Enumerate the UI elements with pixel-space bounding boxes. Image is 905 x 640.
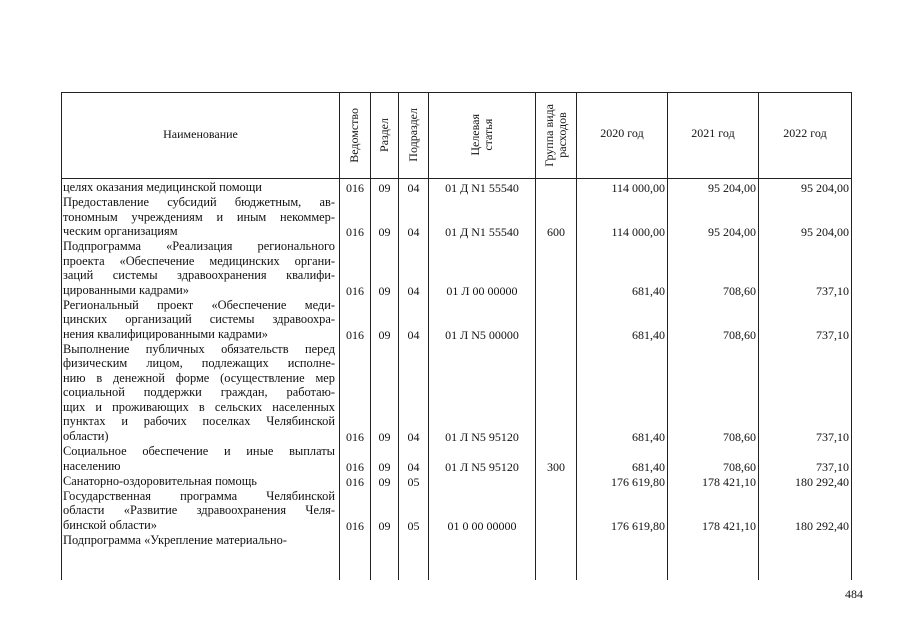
header-celevaya-statya [467, 95, 497, 175]
table-header-separator [61, 178, 852, 179]
row-name [63, 180, 335, 195]
cell-ved: 016 [346, 225, 364, 240]
row-name-line: цированными кадрами» [63, 282, 189, 297]
header-2021: 2021 год [691, 126, 735, 140]
cell-razd: 09 [378, 283, 391, 298]
cell-ved: 016 [346, 518, 364, 533]
row-name-line: ческим организациям [63, 224, 178, 239]
row-name-line: Региональный проект «Обеспечение меди- [63, 297, 335, 312]
row-name-line: физическим лицом, подлежащих исполне- [63, 356, 335, 371]
cell-razd: 09 [378, 518, 391, 533]
table-top-border [61, 92, 852, 93]
cell-podr: 04 [407, 459, 420, 474]
row-name [63, 342, 335, 444]
cell-podr: 05 [407, 474, 420, 489]
cell-v2022: 95 204,00 [801, 181, 849, 195]
header-razdel [375, 95, 393, 175]
cell-cs: 01 Д N1 55540 [445, 181, 519, 195]
cell-cs: 01 Л N5 95120 [445, 459, 519, 474]
row-name [63, 195, 335, 239]
cell-ved: 016 [346, 429, 364, 444]
cell-cs: 01 Д N1 55540 [445, 225, 519, 240]
cell-v2022: 180 292,40 [795, 518, 849, 533]
row-name-line: цинских организаций системы здравоохра- [63, 312, 335, 327]
row-name-line: области «Развитие здравоохранения Челя- [63, 503, 335, 518]
cell-cs: 01 Л 00 00000 [446, 283, 518, 298]
cell-v2022: 95 204,00 [801, 225, 849, 240]
cell-razd: 09 [378, 225, 391, 240]
cell-v2020: 114 000,00 [611, 225, 665, 240]
header-2022: 2022 год [783, 126, 827, 140]
row-name [63, 489, 335, 533]
cell-podr: 04 [407, 429, 420, 444]
cell-razd: 09 [378, 327, 391, 342]
header-vedomstvo [345, 95, 363, 175]
cell-v2020: 681,40 [632, 459, 665, 474]
cell-gvr: 600 [547, 225, 565, 240]
row-name-line: Государственная программа Челябинской [63, 488, 335, 503]
cell-v2021: 178 421,10 [702, 518, 756, 533]
cell-v2021: 708,60 [723, 327, 756, 342]
cell-v2021: 95 204,00 [708, 181, 756, 195]
cell-podr: 04 [407, 327, 420, 342]
header-podrazdel [404, 95, 422, 175]
cell-v2020: 114 000,00 [611, 181, 665, 195]
header-vedomstvo-text: Ведомство [346, 107, 361, 163]
header-celevaya-line2: статья [481, 119, 495, 151]
column-border [61, 92, 62, 580]
row-name-line: Выполнение публичных обязательств перед [63, 341, 335, 356]
cell-v2020: 681,40 [632, 283, 665, 298]
column-border [535, 92, 536, 580]
cell-cs: 01 Л N5 00000 [445, 327, 519, 342]
cell-v2021: 708,60 [723, 459, 756, 474]
cell-razd: 09 [378, 474, 391, 489]
header-razdel-text: Раздел [376, 118, 391, 152]
column-border [851, 92, 852, 580]
row-name-line: целях оказания медицинской помощи [63, 180, 262, 194]
cell-v2022: 737,10 [816, 429, 849, 444]
row-name [63, 474, 335, 489]
cell-v2021: 95 204,00 [708, 225, 756, 240]
cell-v2020: 681,40 [632, 429, 665, 444]
header-name: Наименование [163, 127, 238, 141]
row-name-line: Санаторно-оздоровительная помощь [63, 473, 257, 488]
row-name-line: пунктах и рабочих поселках Челябинской [63, 414, 335, 429]
row-name-line: социальной поддержки граждан, работаю- [63, 385, 335, 400]
cell-ved: 016 [346, 474, 364, 489]
cell-gvr: 300 [547, 459, 565, 474]
cell-v2022: 737,10 [816, 283, 849, 298]
row-name [63, 444, 335, 473]
header-celevaya-line1: Целевая [468, 114, 482, 156]
row-name-line: нения квалифицированными кадрами» [63, 326, 268, 341]
cell-v2022: 737,10 [816, 327, 849, 342]
row-name-line: населению [63, 458, 121, 473]
cell-ved: 016 [346, 459, 364, 474]
row-name-line: нию в денежной форме (осуществление мер [63, 370, 335, 385]
row-name [63, 239, 335, 297]
row-name-line: Социальное обеспечение и иные выплаты [63, 444, 335, 458]
row-name-line: заций системы здравоохранения квалифи- [63, 268, 335, 283]
header-celevaya-statya-text [469, 114, 495, 156]
row-name [63, 298, 335, 342]
cell-v2022: 180 292,40 [795, 474, 849, 489]
cell-podr: 04 [407, 181, 420, 195]
cell-v2022: 737,10 [816, 459, 849, 474]
header-gruppa-text [543, 104, 569, 167]
header-gruppa-line2: расходов [555, 112, 569, 158]
cell-podr: 04 [407, 225, 420, 240]
cell-ved: 016 [346, 327, 364, 342]
row-name-line: области) [63, 428, 109, 443]
cell-ved: 016 [346, 283, 364, 298]
header-gruppa-vida-rashodov [540, 95, 572, 175]
cell-v2021: 708,60 [723, 429, 756, 444]
header-podrazdel-text: Подраздел [405, 108, 420, 162]
cell-ved: 016 [346, 181, 364, 195]
row-name-line: тономным учреждениям и иным некоммер- [63, 209, 335, 224]
cell-podr: 04 [407, 283, 420, 298]
cell-razd: 09 [378, 459, 391, 474]
row-name-line: проекта «Обеспечение медицинских органи- [63, 253, 335, 268]
cell-v2021: 178 421,10 [702, 474, 756, 489]
row-name [63, 533, 335, 548]
row-name-line: щих и проживающих в сельских населенных [63, 399, 335, 414]
cell-razd: 09 [378, 429, 391, 444]
cell-razd: 09 [378, 181, 391, 195]
cell-v2020: 681,40 [632, 327, 665, 342]
cell-v2020: 176 619,80 [611, 474, 665, 489]
page-number: 484 [845, 587, 863, 601]
header-gruppa-line1: Группа вида [542, 103, 556, 167]
cell-v2020: 176 619,80 [611, 518, 665, 533]
cell-cs: 01 Л N5 95120 [445, 429, 519, 444]
cell-v2021: 708,60 [723, 283, 756, 298]
row-name-line: Подпрограмма «Реализация регионального [63, 239, 335, 254]
row-name-line: бинской области» [63, 517, 157, 532]
cell-podr: 05 [407, 518, 420, 533]
cell-cs: 01 0 00 00000 [447, 518, 517, 533]
row-name-line: Предоставление субсидий бюджетным, ав- [63, 195, 335, 210]
header-2020: 2020 год [600, 126, 644, 140]
row-name-line: Подпрограмма «Укрепление материально- [63, 532, 287, 547]
